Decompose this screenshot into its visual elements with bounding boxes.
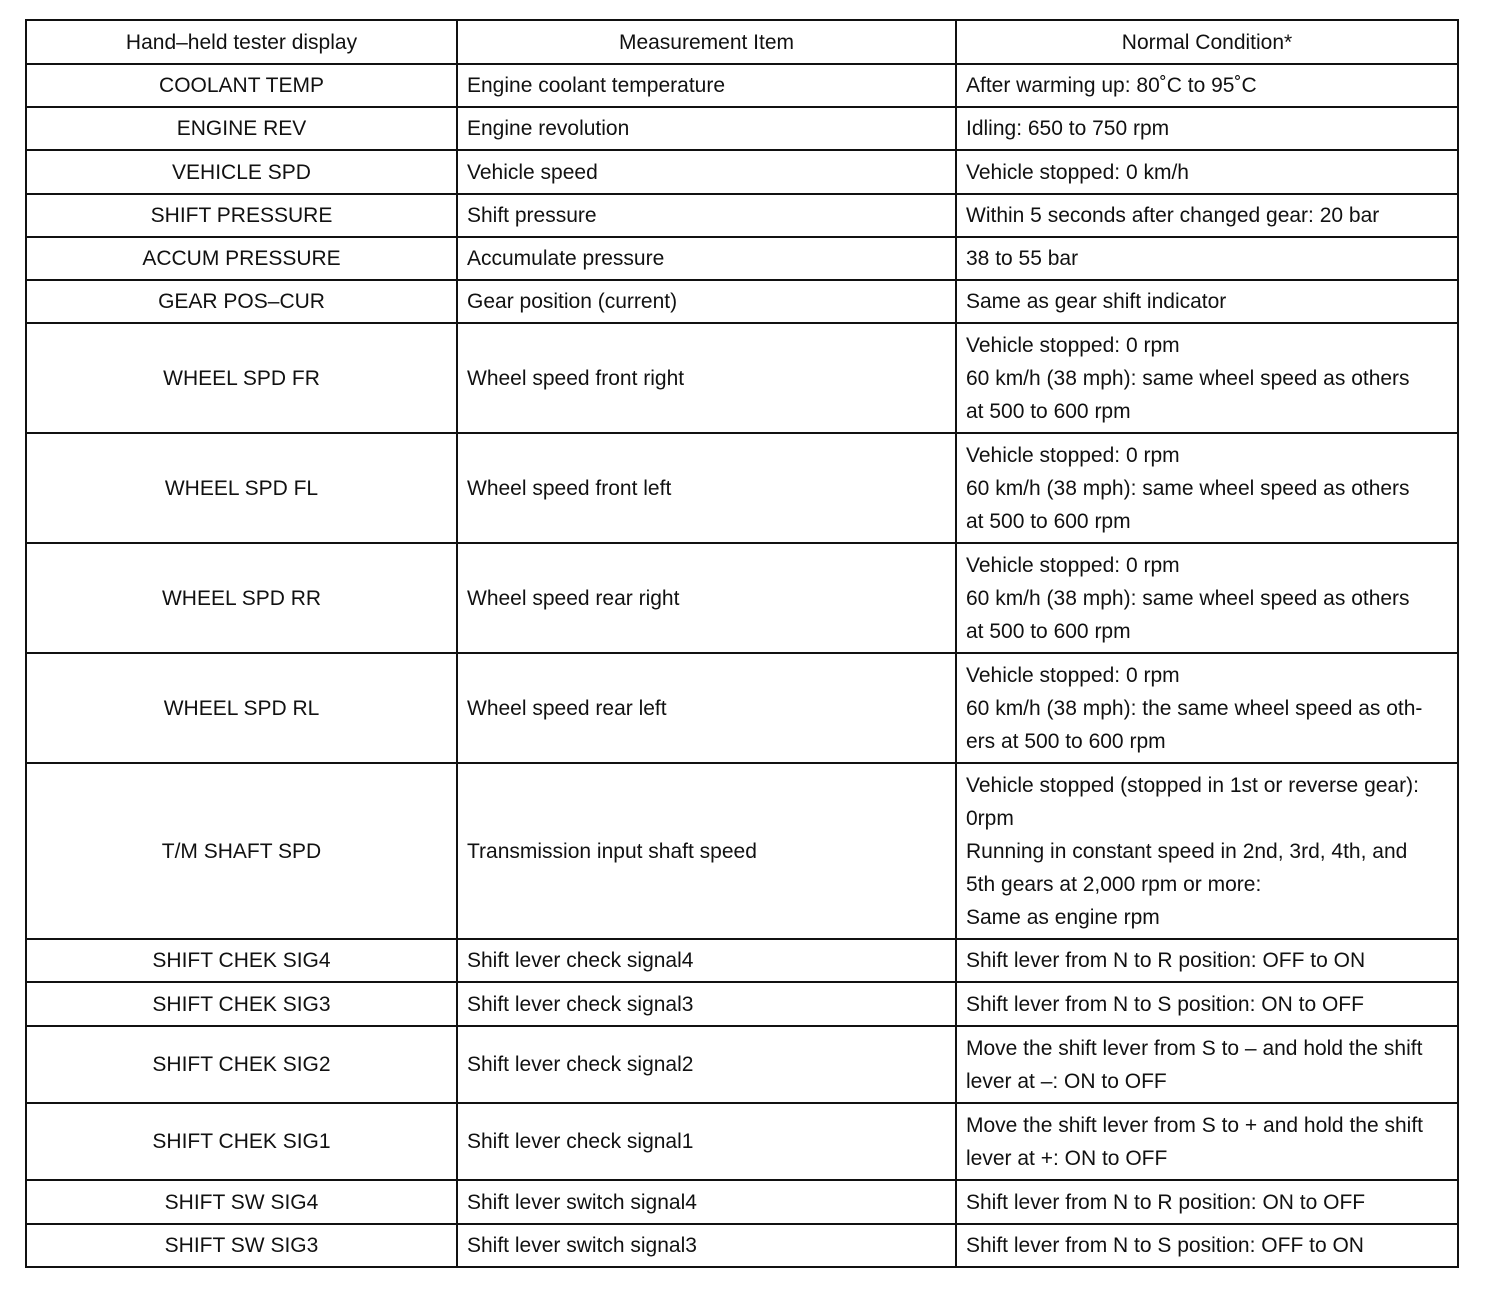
- cell-tester-display: VEHICLE SPD: [26, 150, 457, 194]
- cell-measurement-item: Shift lever check signal3: [457, 982, 956, 1026]
- cell-normal-condition: [956, 653, 1458, 763]
- table-row: [26, 1224, 1458, 1267]
- cell-normal-condition: [956, 982, 1458, 1026]
- table-row: [26, 194, 1458, 237]
- condition-line: 60 km/h (38 mph): same wheel speed as others: [966, 366, 1410, 390]
- cell-measurement-item: Wheel speed rear left: [457, 653, 956, 763]
- condition-line: lever at –: ON to OFF: [966, 1069, 1167, 1093]
- condition-line: Same as gear shift indicator: [966, 290, 1227, 313]
- condition-line: Vehicle stopped: 0 rpm: [966, 333, 1180, 357]
- condition-line: Vehicle stopped (stopped in 1st or reverse gear):: [966, 773, 1419, 797]
- cell-tester-display: ENGINE REV: [26, 107, 457, 150]
- cell-tester-display: SHIFT SW SIG4: [26, 1180, 457, 1224]
- cell-tester-display: SHIFT CHEK SIG2: [26, 1026, 457, 1103]
- table-body: [26, 64, 1458, 1267]
- cell-tester-display: WHEEL SPD RR: [26, 543, 457, 653]
- condition-line: Move the shift lever from S to + and hold the shift: [966, 1113, 1423, 1137]
- condition-line: Shift lever from N to R position: ON to OFF: [966, 1190, 1366, 1214]
- cell-measurement-item: Engine coolant temperature: [457, 64, 956, 107]
- cell-tester-display: SHIFT CHEK SIG1: [26, 1103, 457, 1180]
- cell-measurement-item: Engine revolution: [457, 107, 956, 150]
- table-row: [26, 237, 1458, 280]
- cell-measurement-item: Shift lever switch signal4: [457, 1180, 956, 1224]
- condition-line: Move the shift lever from S to – and hold the shift: [966, 1036, 1423, 1060]
- table-row: [26, 323, 1458, 433]
- cell-tester-display: SHIFT PRESSURE: [26, 194, 457, 237]
- cell-tester-display: WHEEL SPD FL: [26, 433, 457, 543]
- condition-line: 60 km/h (38 mph): same wheel speed as others: [966, 476, 1410, 500]
- table-row: [26, 1026, 1458, 1103]
- cell-normal-condition: [956, 280, 1458, 323]
- condition-line: Running in constant speed in 2nd, 3rd, 4th, and: [966, 839, 1408, 863]
- table-header-row: [26, 20, 1458, 64]
- cell-normal-condition: [956, 1224, 1458, 1267]
- cell-normal-condition: [956, 1026, 1458, 1103]
- cell-normal-condition: [956, 763, 1458, 939]
- condition-line: at 500 to 600 rpm: [966, 399, 1131, 423]
- table-row: [26, 107, 1458, 150]
- condition-line: 5th gears at 2,000 rpm or more:: [966, 872, 1262, 896]
- cell-tester-display: WHEEL SPD RL: [26, 653, 457, 763]
- table-row: [26, 433, 1458, 543]
- table-row: [26, 653, 1458, 763]
- cell-normal-condition: [956, 939, 1458, 982]
- cell-measurement-item: Wheel speed rear right: [457, 543, 956, 653]
- condition-line: at 500 to 600 rpm: [966, 619, 1131, 643]
- cell-tester-display: SHIFT SW SIG3: [26, 1224, 457, 1267]
- table-row: [26, 982, 1458, 1026]
- condition-line: 60 km/h (38 mph): same wheel speed as others: [966, 586, 1410, 610]
- cell-measurement-item: Wheel speed front right: [457, 323, 956, 433]
- condition-line: Same as engine rpm: [966, 905, 1160, 929]
- cell-measurement-item: Gear position (current): [457, 280, 956, 323]
- condition-line: Within 5 seconds after changed gear: 20 bar: [966, 204, 1380, 227]
- cell-tester-display: T/M SHAFT SPD: [26, 763, 457, 939]
- header-display: Hand–held tester display: [26, 20, 457, 64]
- table-row: [26, 1180, 1458, 1224]
- table-row: [26, 1103, 1458, 1180]
- condition-line: Vehicle stopped: 0 rpm: [966, 443, 1180, 467]
- cell-normal-condition: [956, 150, 1458, 194]
- condition-line: 60 km/h (38 mph): the same wheel speed as oth-: [966, 696, 1423, 720]
- table-row: [26, 543, 1458, 653]
- data-monitor-table: [25, 19, 1459, 1268]
- cell-tester-display: SHIFT CHEK SIG3: [26, 982, 457, 1026]
- condition-line: Shift lever from N to S position: ON to OFF: [966, 992, 1364, 1016]
- cell-measurement-item: Wheel speed front left: [457, 433, 956, 543]
- table-row: [26, 64, 1458, 107]
- cell-measurement-item: Shift lever check signal4: [457, 939, 956, 982]
- cell-measurement-item: Shift lever check signal1: [457, 1103, 956, 1180]
- condition-line: 0rpm: [966, 806, 1014, 830]
- cell-measurement-item: Shift lever check signal2: [457, 1026, 956, 1103]
- condition-line: Vehicle stopped: 0 rpm: [966, 663, 1180, 687]
- cell-measurement-item: Shift pressure: [457, 194, 956, 237]
- cell-measurement-item: Transmission input shaft speed: [457, 763, 956, 939]
- cell-normal-condition: [956, 1103, 1458, 1180]
- table-row: [26, 280, 1458, 323]
- cell-tester-display: WHEEL SPD FR: [26, 323, 457, 433]
- cell-normal-condition: [956, 323, 1458, 433]
- cell-tester-display: ACCUM PRESSURE: [26, 237, 457, 280]
- condition-line: lever at +: ON to OFF: [966, 1146, 1168, 1170]
- cell-normal-condition: [956, 1180, 1458, 1224]
- cell-normal-condition: [956, 194, 1458, 237]
- cell-normal-condition: [956, 64, 1458, 107]
- header-normal-condition: Normal Condition*: [956, 20, 1458, 64]
- cell-normal-condition: [956, 543, 1458, 653]
- cell-normal-condition: [956, 433, 1458, 543]
- table-row: [26, 150, 1458, 194]
- condition-line: Shift lever from N to R position: OFF to ON: [966, 949, 1366, 972]
- table-row: [26, 763, 1458, 939]
- condition-line: Vehicle stopped: 0 km/h: [966, 160, 1189, 184]
- table-row: [26, 939, 1458, 982]
- header-measurement-item: Measurement Item: [457, 20, 956, 64]
- condition-line: 38 to 55 bar: [966, 247, 1079, 270]
- condition-line: ers at 500 to 600 rpm: [966, 729, 1166, 753]
- cell-normal-condition: [956, 237, 1458, 280]
- cell-measurement-item: Vehicle speed: [457, 150, 956, 194]
- condition-line: Idling: 650 to 750 rpm: [966, 117, 1170, 140]
- condition-line: Shift lever from N to S position: OFF to ON: [966, 1234, 1364, 1257]
- cell-tester-display: SHIFT CHEK SIG4: [26, 939, 457, 982]
- cell-measurement-item: Shift lever switch signal3: [457, 1224, 956, 1267]
- condition-line: Vehicle stopped: 0 rpm: [966, 553, 1180, 577]
- cell-normal-condition: [956, 107, 1458, 150]
- cell-tester-display: GEAR POS–CUR: [26, 280, 457, 323]
- condition-line: at 500 to 600 rpm: [966, 509, 1131, 533]
- cell-measurement-item: Accumulate pressure: [457, 237, 956, 280]
- condition-line: After warming up: 80˚C to 95˚C: [966, 74, 1257, 97]
- cell-tester-display: COOLANT TEMP: [26, 64, 457, 107]
